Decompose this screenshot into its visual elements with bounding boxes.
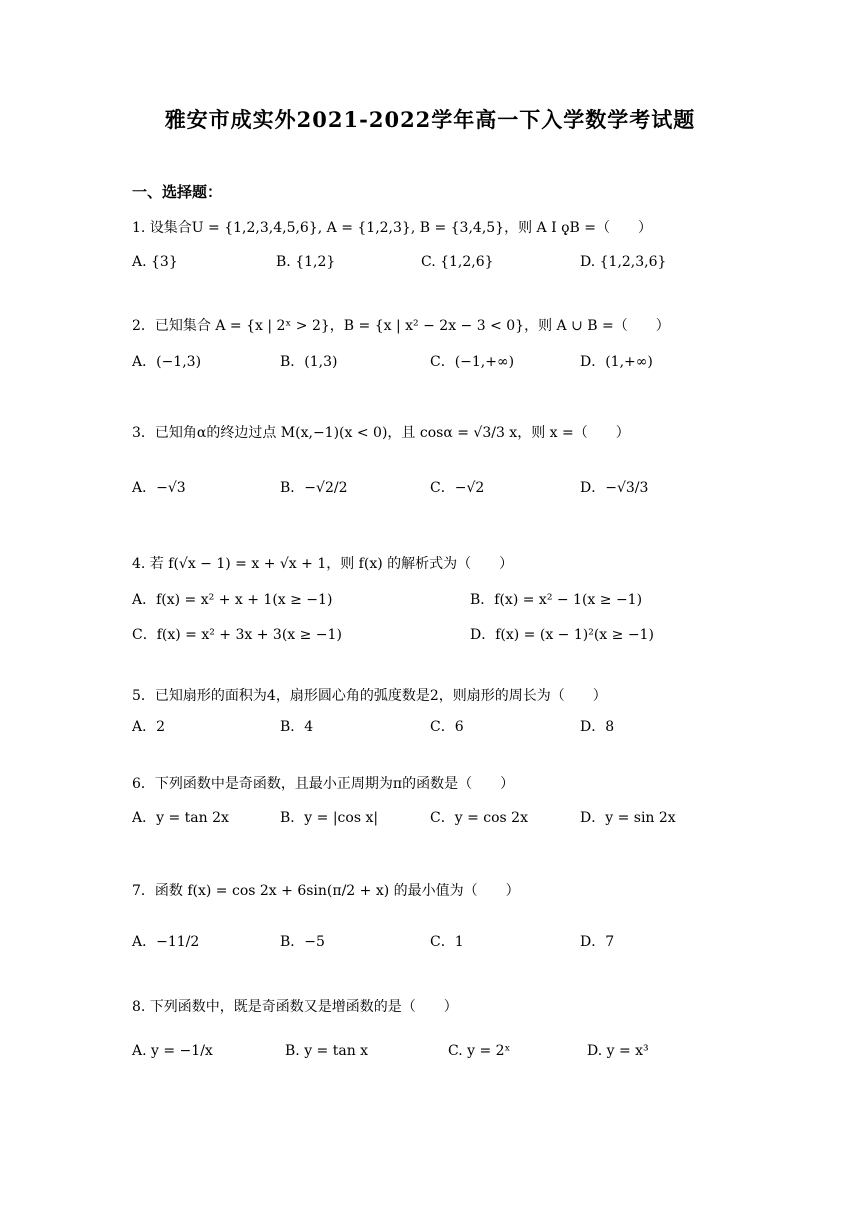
question-2-option-a: A．(−1,3) — [132, 354, 202, 370]
section-heading: 一、选择题： — [132, 183, 223, 201]
question-4-option-b: B．f(x) = x² − 1(x ≥ −1) — [470, 592, 643, 608]
question-4-option-d: D．f(x) = (x − 1)²(x ≥ −1) — [470, 627, 654, 643]
question-8-stem: 8. 下列函数中，既是奇函数又是增函数的是（ ） — [132, 999, 458, 1015]
question-6-stem: 6．下列函数中是奇函数，且最小正周期为π的函数是（ ） — [132, 776, 515, 792]
question-8-option-d: D. y = x³ — [587, 1043, 649, 1059]
question-3-option-b: B．−√2/2 — [280, 480, 348, 496]
question-1-option-c: C. {1,2,6} — [421, 254, 494, 270]
question-4-stem: 4. 若 f(√x − 1) = x + √x + 1，则 f(x) 的解析式为（ ） — [132, 556, 514, 572]
question-6-option-b: B．y = |cos x| — [280, 810, 379, 826]
page-title: 雅安市成实外2021-2022学年高一下入学数学考试题 — [164, 107, 696, 132]
question-7-option-c: C．1 — [430, 934, 464, 950]
question-2-stem: 2．已知集合 A = {x | 2ˣ > 2}，B = {x | x² − 2x − 3 < 0}，则 A ∪ B =（ ） — [132, 318, 670, 334]
question-4-option-a: A．f(x) = x² + x + 1(x ≥ −1) — [132, 592, 333, 608]
question-7-option-d: D．7 — [580, 934, 615, 950]
question-2-option-c: C．(−1,+∞) — [430, 354, 515, 370]
question-7-option-b: B．−5 — [280, 934, 325, 950]
question-1-stem: 1. 设集合U = {1,2,3,4,5,6}, A = {1,2,3}, B = {3,4,5}，则 A Ⅰ ǫ̨B =（ ） — [132, 220, 652, 236]
question-5-option-c: C．6 — [430, 719, 464, 735]
question-8-option-b: B. y = tan x — [285, 1043, 369, 1059]
question-7-stem: 7．函数 f(x) = cos 2x + 6sin(π/2 + x) 的最小值为（ ） — [132, 883, 520, 899]
question-3-option-c: C．−√2 — [430, 480, 485, 496]
question-5-option-d: D．8 — [580, 719, 615, 735]
question-5-option-a: A．2 — [132, 719, 166, 735]
question-2-option-b: B．(1,3) — [280, 354, 338, 370]
question-1-option-b: B. {1,2} — [276, 254, 336, 270]
question-1-option-d: D. {1,2,3,6} — [580, 254, 667, 270]
question-1-option-a: A. {3} — [132, 254, 178, 270]
question-3-stem: 3．已知角α的终边过点 M(x,−1)(x < 0)，且 cosα = √3/3 x，则 x =（ ） — [132, 425, 630, 441]
question-8-option-c: C. y = 2ˣ — [448, 1043, 511, 1059]
question-8-option-a: A. y = −1/x — [132, 1043, 213, 1059]
question-6-option-c: C．y = cos 2x — [430, 810, 528, 826]
question-7-option-a: A．−11/2 — [132, 934, 200, 950]
question-3-option-a: A．−√3 — [132, 480, 186, 496]
question-4-option-c: C．f(x) = x² + 3x + 3(x ≥ −1) — [132, 627, 342, 643]
question-6-option-d: D．y = sin 2x — [580, 810, 676, 826]
question-5-stem: 5．已知扇形的面积为4，扇形圆心角的弧度数是2，则扇形的周长为（ ） — [132, 688, 607, 704]
question-2-option-d: D．(1,+∞) — [580, 354, 653, 370]
question-5-option-b: B．4 — [280, 719, 314, 735]
question-6-option-a: A．y = tan 2x — [132, 810, 229, 826]
question-3-option-d: D．−√3/3 — [580, 480, 649, 496]
